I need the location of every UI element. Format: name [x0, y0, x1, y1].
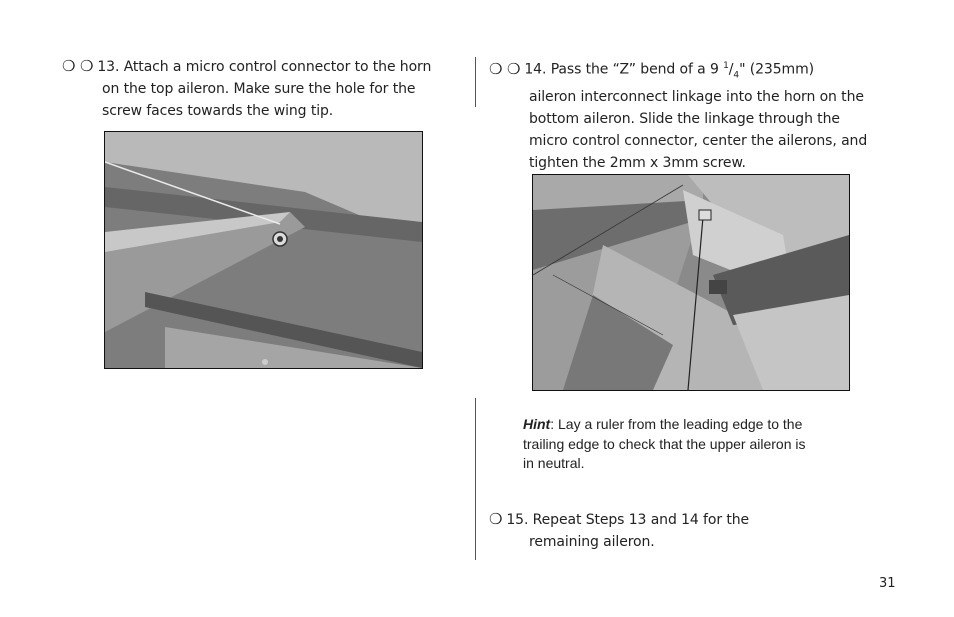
step-15 — [489, 508, 869, 553]
photo-top-aileron-horn-image — [105, 132, 422, 368]
checkbox-icon: ❍ ❍ — [62, 57, 94, 75]
step-13-line-1: 13. Attach a micro control connector to the horn — [97, 59, 432, 75]
page-number: 31 — [879, 576, 896, 591]
column-divider-bottom — [475, 398, 476, 560]
photo-aileron-interconnect-image — [533, 175, 849, 390]
step-14-line-1-post: " (235mm) — [739, 61, 814, 78]
checkbox-icon: ❍ — [489, 510, 503, 528]
step-13 — [62, 55, 442, 122]
hint-line-3: in neutral. — [523, 455, 585, 471]
step-15-line-1: 15. Repeat Steps 13 and 14 for the — [506, 512, 750, 528]
column-divider-top — [475, 57, 476, 107]
fraction-numerator: 1 — [723, 61, 729, 71]
step-13-line-2: on the top aileron. Make sure the hole for the — [102, 81, 416, 97]
step-14-line-1-pre: 14. Pass the “Z” bend of a 9 — [524, 61, 724, 78]
fraction-denominator: 4 — [733, 70, 740, 81]
step-14-line-3: bottom aileron. Slide the linkage through the — [529, 111, 840, 128]
step-14-line-5: tighten the 2mm x 3mm screw. — [529, 155, 746, 172]
fraction-slash: / — [728, 61, 734, 78]
hint-line-2: trailing edge to check that the upper aileron is — [523, 435, 806, 452]
step-14 — [489, 55, 869, 174]
hint-line-1: : Lay a ruler from the leading edge to the — [550, 416, 803, 432]
photo-aileron-interconnect — [532, 174, 850, 391]
photo-top-aileron-horn — [104, 131, 423, 369]
step-14-line-2: aileron interconnect linkage into the horn on the — [529, 89, 864, 106]
step-13-line-3: screw faces towards the wing tip. — [102, 103, 334, 119]
checkbox-icon: ❍ ❍ — [489, 59, 521, 78]
step-15-line-2: remaining aileron. — [529, 534, 655, 550]
hint-label: Hint — [523, 416, 551, 432]
step-14-line-4: micro control connector, center the ailerons, and — [529, 133, 868, 150]
hint-note — [523, 415, 853, 474]
